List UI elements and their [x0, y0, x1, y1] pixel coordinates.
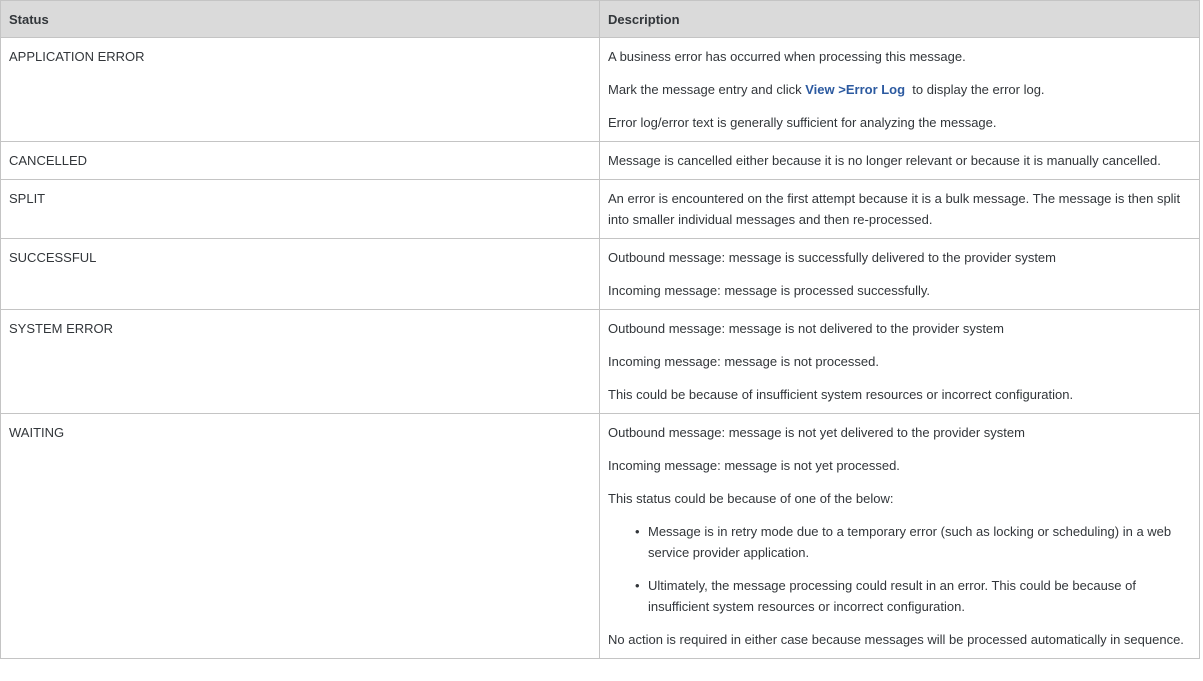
- status-cell: WAITING: [1, 414, 600, 659]
- column-header-description: Description: [600, 1, 1200, 38]
- description-text-segment: to display the error log.: [905, 82, 1045, 97]
- status-cell: APPLICATION ERROR: [1, 38, 600, 142]
- description-text: Outbound message: message is not delivered to the provider system: [608, 321, 1004, 336]
- description-cell: [600, 142, 1200, 180]
- description-text: This status could be because of one of the below:: [608, 491, 894, 506]
- description-text: Outbound message: message is successfully delivered to the provider system: [608, 250, 1056, 265]
- description-text-segment: Mark the message entry and click: [608, 82, 806, 97]
- description-cell: [600, 414, 1200, 659]
- bullet-icon: •: [635, 578, 640, 593]
- status-cell: SPLIT: [1, 180, 600, 239]
- list-item: [635, 521, 1191, 563]
- description-cell: [600, 310, 1200, 414]
- description-text: No action is required in either case because messages will be processed automatically in sequence.: [608, 632, 1184, 647]
- view-error-log-link[interactable]: View >Error Log: [805, 82, 906, 97]
- status-cell: SUCCESSFUL: [1, 239, 600, 310]
- description-text: Incoming message: message is not yet processed.: [608, 458, 900, 473]
- description-cell: [600, 239, 1200, 310]
- status-cell: SYSTEM ERROR: [1, 310, 600, 414]
- description-text: Message is cancelled either because it is no longer relevant or because it is manually cancelled.: [608, 153, 1161, 168]
- bullet-list: [608, 521, 1191, 617]
- table-row: [1, 414, 1200, 659]
- description-text: A business error has occurred when processing this message.: [608, 49, 966, 64]
- description-text: Incoming message: message is processed successfully.: [608, 283, 931, 298]
- list-item-text: Ultimately, the message processing could result in an error. This could be because of insufficient system resources or incorrect configuration.: [648, 578, 1136, 614]
- description-text: Incoming message: message is not processed.: [608, 354, 879, 369]
- description-text: An error is encountered on the first attempt because it is a bulk message. The message is then split into smaller individual messages and then re-processed.: [608, 191, 1181, 227]
- table-header-row: [1, 1, 1200, 38]
- list-item: [635, 575, 1191, 617]
- description-cell: [600, 180, 1200, 239]
- table-row: [1, 310, 1200, 414]
- table-row: [1, 142, 1200, 180]
- bullet-icon: •: [635, 524, 640, 539]
- table-row: [1, 180, 1200, 239]
- column-header-status: Status: [1, 1, 600, 38]
- description-text: Outbound message: message is not yet delivered to the provider system: [608, 425, 1025, 440]
- table-row: [1, 239, 1200, 310]
- table-row: [1, 38, 1200, 142]
- description-text: [608, 79, 1191, 100]
- list-item-text: Message is in retry mode due to a temporary error (such as locking or scheduling) in a web service provider application.: [648, 524, 1172, 560]
- description-cell: [600, 38, 1200, 142]
- description-text: Error log/error text is generally sufficient for analyzing the message.: [608, 115, 997, 130]
- description-text: This could be because of insufficient system resources or incorrect configuration.: [608, 387, 1074, 402]
- status-cell: CANCELLED: [1, 142, 600, 180]
